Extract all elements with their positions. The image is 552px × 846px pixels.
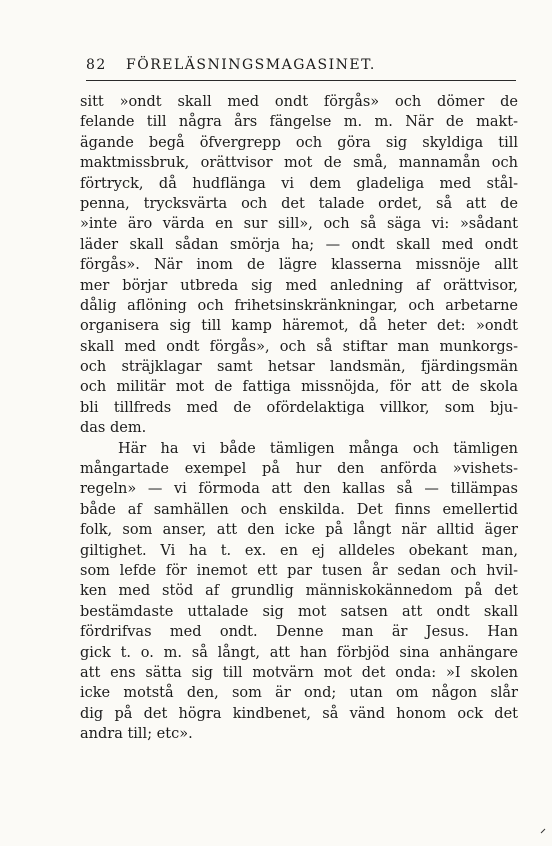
text-line: regeln» — vi förmoda att den kallas så — tillämpas <box>80 481 518 498</box>
running-title: FÖRELÄSNINGSMAGASINET. <box>126 57 376 73</box>
text-line: ken med stöd af grundlig människokännedom på det <box>80 583 518 600</box>
page-header <box>86 57 516 77</box>
text-line: och militär mot de fattiga missnöjda, för att de skola <box>80 379 518 396</box>
body-text <box>80 92 518 745</box>
text-line: felande till några års fängelse m. m. När de makt- <box>80 114 518 131</box>
text-line: både af samhällen och enskilda. Det finns emellertid <box>80 501 518 518</box>
text-line: bestämdaste uttalade sig mot satsen att ondt skall <box>80 603 518 620</box>
text-line: dig på det högra kindbenet, så vänd honom ock det <box>80 705 518 722</box>
text-line: maktmissbruk, orättvisor mot de små, mannamån och <box>80 155 518 172</box>
text-line: ägande begå öfvergrepp och göra sig skyldiga till <box>80 134 518 151</box>
text-line: skall med ondt förgås», och så stiftar man munkorgs- <box>80 338 518 355</box>
text-line: mer börjar utbreda sig med anledning af orättvisor, <box>80 277 518 294</box>
text-line: giltighet. Vi ha t. ex. en ej alldeles obekant man, <box>80 542 518 559</box>
text-line: penna, trycksvärta och det talade ordet, så att de <box>80 195 518 212</box>
text-line: att ens sätta sig till motvärn mot det onda: »I skolen <box>80 664 518 681</box>
print-mark-icon <box>540 828 546 834</box>
text-line: och sträjklagar samt hetsar landsmän, fjärdingsmän <box>80 359 518 376</box>
text-line: som lefde för inemot ett par tusen år sedan och hvil- <box>80 562 518 579</box>
text-line: bli tillfreds med de ofördelaktiga villkor, som bju- <box>80 399 518 416</box>
text-line: Här ha vi både tämligen många och tämligen <box>118 440 518 457</box>
page-number: 82 <box>86 57 107 73</box>
text-line: förgås». När inom de lägre klasserna missnöje allt <box>80 257 518 274</box>
text-line: icke motstå den, som är ond; utan om någon slår <box>80 685 518 702</box>
text-line: organisera sig till kamp häremot, då heter det: »ondt <box>80 318 518 335</box>
text-line: mångartade exempel på hur den anförda »vishets- <box>80 461 518 478</box>
text-line: folk, som anser, att den icke på långt när alltid äger <box>80 522 518 539</box>
paragraph-1 <box>80 92 518 439</box>
text-line: »inte äro värda en sur sill», och så säga vi: »sådant <box>80 216 518 233</box>
text-line: sitt »ondt skall med ondt förgås» och dömer de <box>80 94 518 110</box>
text-line: das dem. <box>80 420 147 437</box>
text-line: läder skall sådan smörja ha; — ondt skall med ondt <box>80 236 518 253</box>
header-rule <box>86 80 516 81</box>
paragraph-2 <box>80 439 518 745</box>
text-line: andra till; etc». <box>80 726 193 743</box>
text-line: förtryck, då hudflänga vi dem gladeliga med stål- <box>80 175 518 192</box>
text-line: fördrifvas med ondt. Denne man är Jesus. Han <box>80 624 518 641</box>
text-line: dålig aflöning och frihetsinskränkningar, och arbetarne <box>80 297 518 314</box>
text-line: gick t. o. m. så långt, att han förbjöd sina anhängare <box>80 644 518 661</box>
